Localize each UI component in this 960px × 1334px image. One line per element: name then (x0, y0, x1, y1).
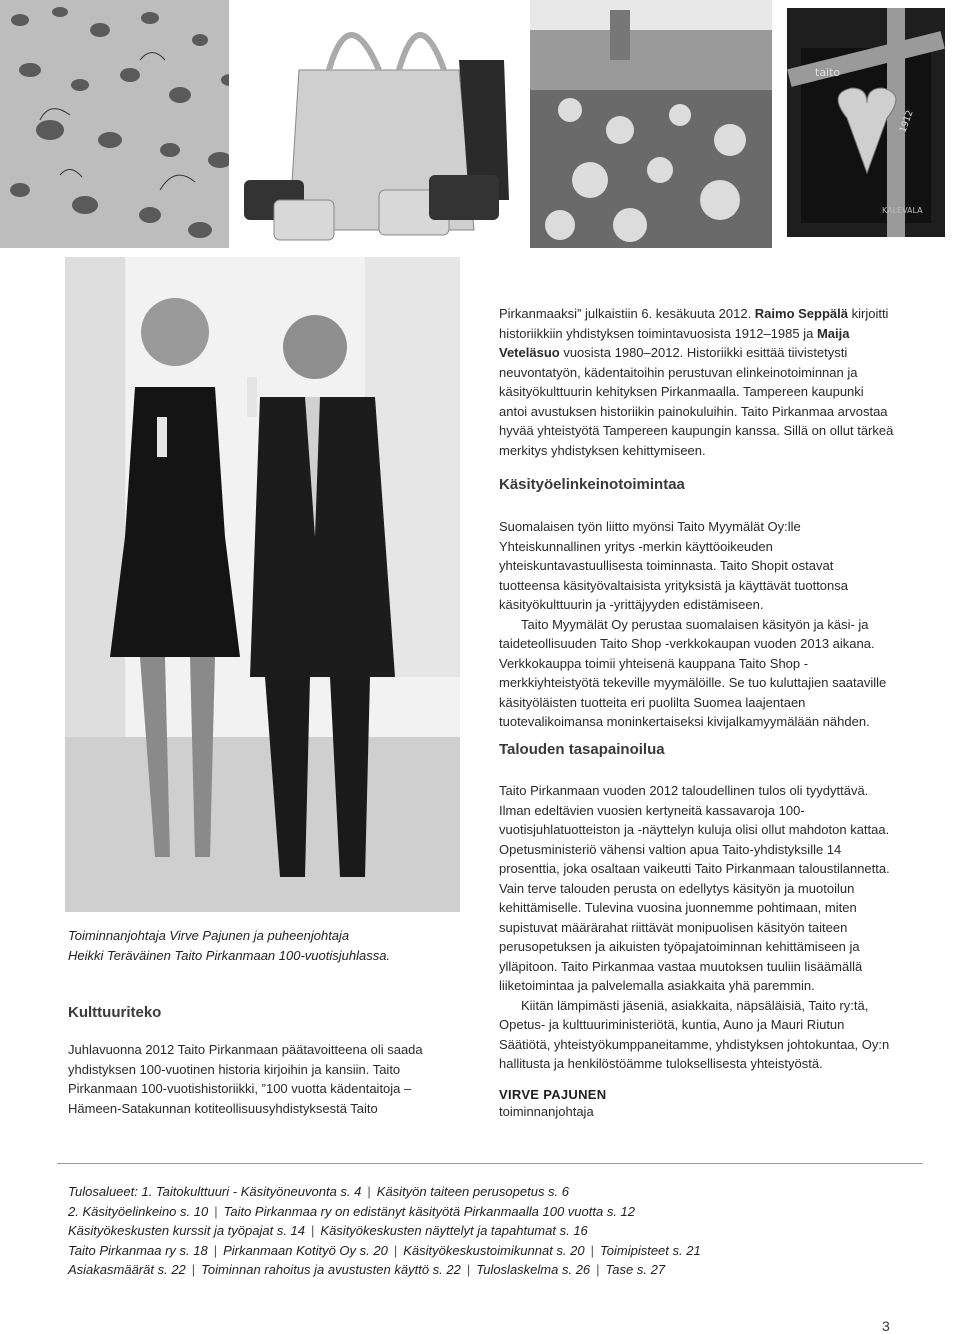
toc-entry: Käsityön taiteen perusopetus s. 6 (376, 1184, 570, 1199)
couple-photo (65, 257, 460, 912)
toc-line (68, 1241, 928, 1261)
giftbox-brand: taito (815, 66, 841, 79)
toc-separator: | (393, 1242, 398, 1258)
left-column (68, 1004, 468, 1118)
toc-line (68, 1202, 928, 1222)
toc-entry: Toimipisteet s. 21 (600, 1242, 701, 1258)
gift-box-photo (787, 8, 945, 237)
giftbox-maker: KALEVALA (882, 206, 923, 215)
toc-line (68, 1221, 928, 1241)
toc-separator: | (214, 1203, 218, 1219)
photo-caption (68, 926, 458, 966)
square-celebration-photo (530, 0, 772, 248)
intro-text-3: vuosista 1980–2012. Historiikki esittää tiivistetysti neuvontatyön, kädentaitoihin perustuvan elinkeinotoiminnan ja käsityökulttuurin kehityksen Pirkanmaalla. Tampereen kaupunki antoi avustuksen historiikin painokuluihin. Taito Pirkanmaa arvostaa hyvää yhteistyötä Tampereen kaupungin kanssa. Sillä on ollut tärkeä merkitys yhdistyksen kehittymiseen. (499, 345, 894, 458)
toc-separator: | (367, 1184, 371, 1199)
toc-entry: Taito Pirkanmaa ry on edistänyt käsityötä Pirkanmaalla 100 vuotta s. 12 (223, 1203, 635, 1219)
intro-name-1: Raimo Seppälä (754, 306, 848, 321)
toc-entry: Tase s. 27 (605, 1262, 666, 1277)
page-number: 3 (882, 1318, 890, 1334)
toc-line (68, 1260, 928, 1280)
toc-entry: Käsityökeskusten näyttelyt ja tapahtumat s. 16 (320, 1223, 588, 1238)
kasityoelinkeino-heading: Käsityöelinkeinotoimintaa (499, 476, 685, 493)
toc-divider (57, 1163, 923, 1164)
signature-title: toiminnanjohtaja (499, 1104, 594, 1119)
toc-entry: Pirkanmaan Kotityö Oy s. 20 (223, 1242, 388, 1258)
kulttuuriteko-paragraph: Juhlavuonna 2012 Taito Pirkanmaan päätavoitteena oli saada yhdistyksen 100-vuotinen historia kirjoihin ja kansiin. Taito Pirkanmaan 100-vuotishistoriikki, ”100 vuotta kädentaitoja – Hämeen-Satakunnan kotiteollisuusyhdistyksestä Taito (68, 1042, 423, 1116)
signature-block (499, 1087, 606, 1122)
kasityoelinkeino-paragraph-2: Taito Myymälät Oy perustaa suomalaisen käsityön ja käsi- ja taideteollisuuden Taito Shop -verkkokaupan vuoden 2013 aikana. Verkkokauppa toimii yhteisenä kauppana Taito Shop -merkkiyhteistyötä tekeville myymälöille. Se tuo kuluttajien saataville käsityöläisten tuotteita eri puolilta Suomea laajentaen tuotevalikoimansa moninkertaiseksi kivijalkamyymälään nähden. (499, 616, 887, 729)
table-of-contents (68, 1182, 928, 1280)
giftbox-ribbon-text: 1912 (898, 109, 916, 135)
talous-heading: Talouden tasapainoilua (499, 741, 665, 758)
toc-line (68, 1182, 928, 1202)
toc-entry: Asiakasmäärät s. 22 (68, 1262, 186, 1277)
intro-paragraph (499, 304, 894, 460)
talous-paragraph-2: Kiitän lämpimästi jäseniä, asiakkaita, näpsäläisiä, Taito ry:tä, Opetus- ja kulttuuriministeriötä, kuntia, Auno ja Mauri Riutun Säätiötä, yhteistyökumppaneitamme, yhdistyksen johtokuntaa, Oy:n hallitusta ja henkilöstöämme tuloksellisesta yhteistyöstä. (499, 997, 890, 1071)
toc-entry: Taito Pirkanmaa ry s. 18 (68, 1242, 208, 1258)
talous-section (499, 781, 894, 1074)
caption-line-2: Heikki Teräväinen Taito Pirkanmaan 100-vuotisjuhlassa. (68, 948, 391, 963)
toc-entry: Toiminnan rahoitus ja avustusten käyttö s. 22 (201, 1262, 461, 1277)
toc-entry: Tulosalueet: 1. Taitokulttuuri - Käsityöneuvonta s. 4 (68, 1184, 362, 1199)
kasityoelinkeino-paragraph-1: Suomalaisen työn liitto myönsi Taito Myymälät Oy:lle Yhteiskunnallinen yritys -merkin käyttöoikeuden yhteiskuntavastuullisesta toiminnasta. Taito Shopit ostavat tuotteensa käsityövaltaisista yrityksistä ja käyttävät tuottonsa käsityökulttuurin ja -yrittäjyyden edistämiseen. (499, 519, 849, 612)
toc-separator: | (466, 1262, 471, 1277)
toc-separator: | (590, 1242, 594, 1258)
talous-paragraph-1: Taito Pirkanmaan vuoden 2012 taloudellinen tulos oli tyydyttävä. Ilman edeltävien vuosien kertyneitä kassavaroja 100-vuotisjuhlatuotteiston ja -näyttelyn kuluja olisi ollut mahdoton kattaa. Opetusministeriö vähensi valtion apua Taito-yhdistyksille 14 prosenttia, joka osaltaan vaikeutti Taito Pirkanmaan taloustilannetta. Vain terve talouden perusta on edellytys käsityön ja muotoilun kehittämiselle. Tulevina vuosina juonnemme pohtimaan, miten supistuvat määrärahat riittävät monipuolisen käsityön taiteen perusopetuksen ja aikuisten työpajatoiminnan kehittämiseen ja ylläpitoon. Taito Pirkanmaa vastaa muutoksen tuuliin lisäämällä liiketoimintaa ja palvelemalla asiakkaita yhä paremmin. (499, 783, 890, 993)
intro-text-1: Pirkanmaaksi” julkaistiin 6. kesäkuuta 2012. (499, 306, 755, 321)
caption-line-1: Toiminnanjohtaja Virve Pajunen ja puheenjohtaja (68, 928, 350, 943)
toc-separator: | (311, 1223, 315, 1238)
stone-birds-photo (0, 0, 253, 248)
kulttuuriteko-heading: Kulttuuriteko (68, 1004, 162, 1021)
toc-separator: | (191, 1262, 196, 1277)
intro-name-2: Maija Veteläsuo (499, 325, 850, 360)
signature-name: VIRVE PAJUNEN (499, 1087, 607, 1102)
kasityoelinkeino-section (499, 517, 894, 732)
toc-entry: 2. Käsityöelinkeino s. 10 (68, 1203, 209, 1219)
toc-entry: Käsityökeskusten kurssit ja työpajat s. 14 (68, 1223, 306, 1238)
toc-entry: Käsityökeskustoimikunnat s. 20 (403, 1242, 585, 1258)
toc-separator: | (596, 1262, 600, 1277)
bags-photo (229, 0, 514, 248)
intro-text-2: kirjoitti historiikkiin yhdistyksen toimintavuosista 1912–1985 ja (499, 306, 889, 341)
toc-entry: Tuloslaskelma s. 26 (476, 1262, 591, 1277)
toc-separator: | (213, 1242, 218, 1258)
